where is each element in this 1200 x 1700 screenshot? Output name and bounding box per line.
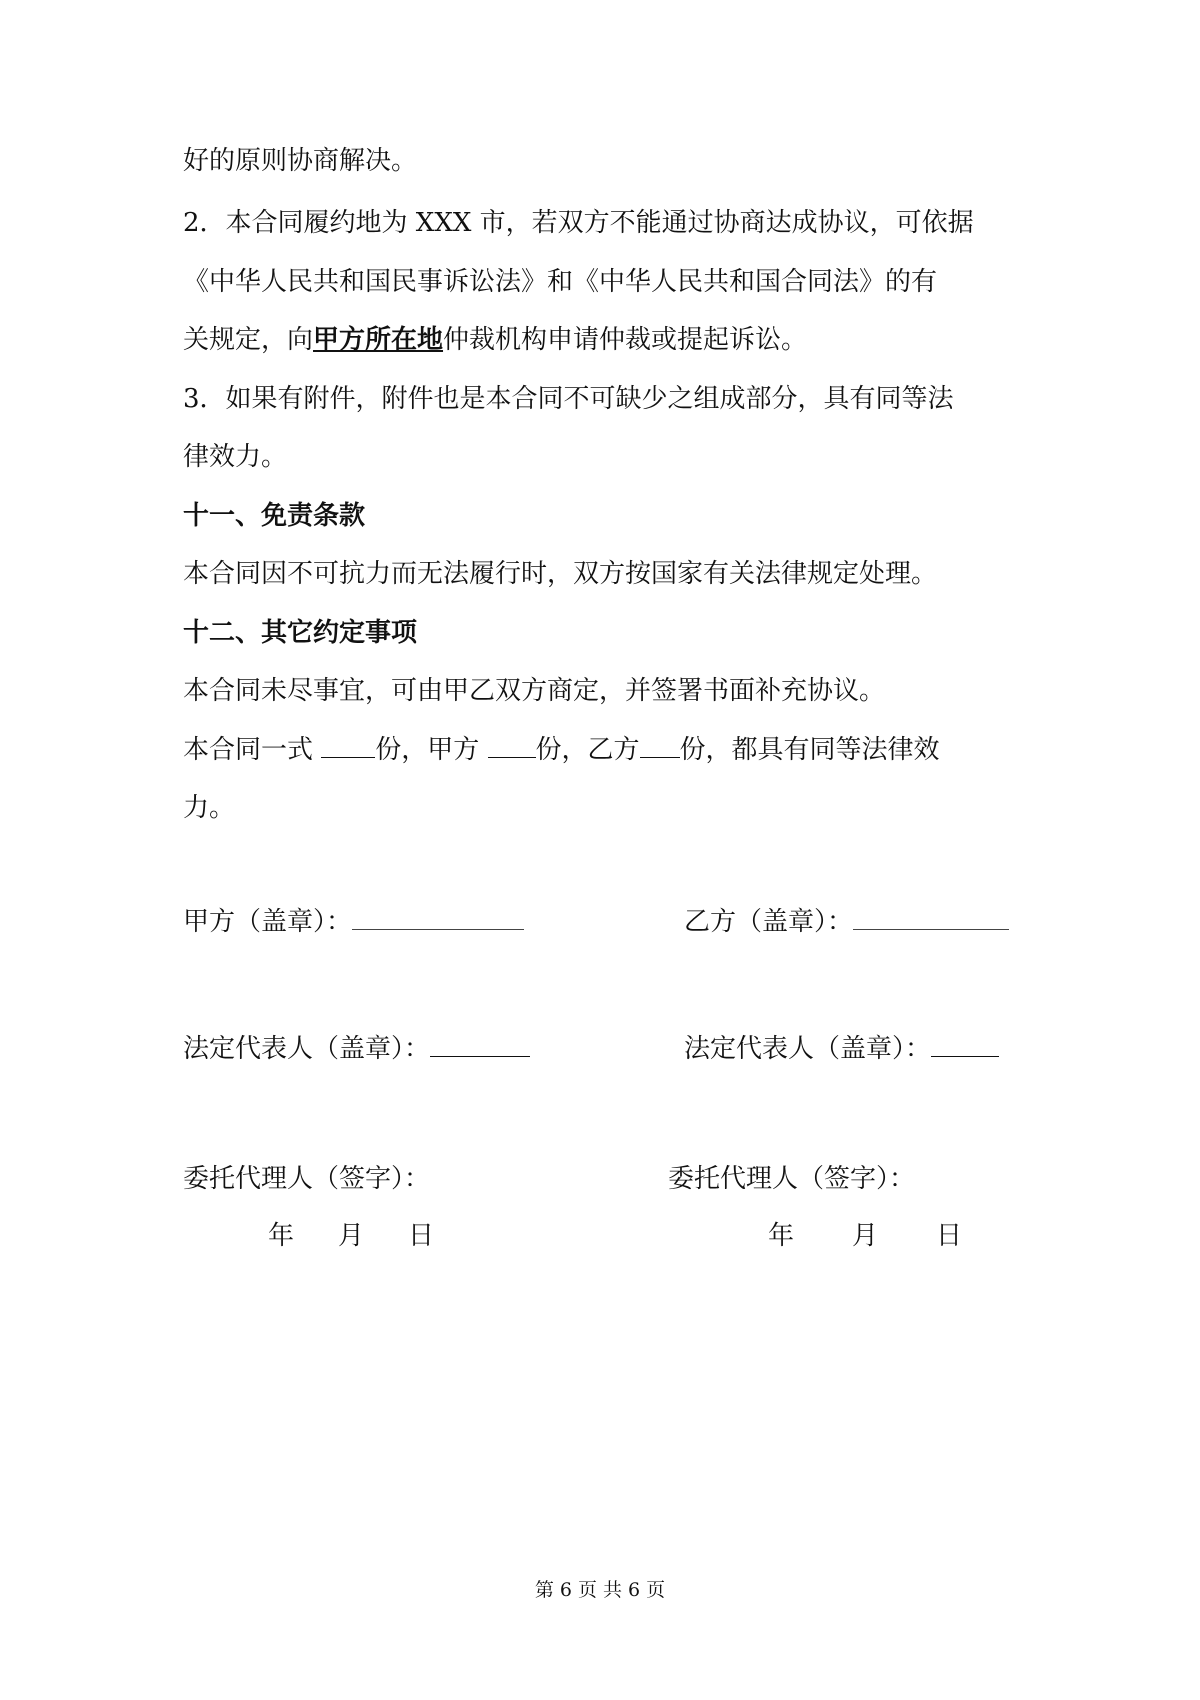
text-segment: 份，甲方 [375, 735, 488, 765]
day-label: 日 [408, 1221, 435, 1251]
rep-a-label: 法定代表人（盖章）： [183, 1034, 431, 1064]
paragraph-line: 2．本合同履约地为 XXX 市，若双方不能通过协商达成协议，可依据 [183, 208, 974, 238]
rep-b-blank[interactable] [931, 1034, 999, 1057]
party-b-seal-blank[interactable] [853, 907, 1009, 930]
agent-b-label: 委托代理人（签字）： [668, 1164, 916, 1194]
month-label: 月 [338, 1221, 365, 1251]
paragraph-line [183, 733, 940, 767]
rep-b-line [684, 1032, 999, 1066]
party-a-seal-label: 甲方（盖章）： [183, 907, 353, 937]
paragraph-line: 力。 [183, 793, 236, 823]
date-b [768, 1219, 962, 1253]
text-segment: 关规定，向 [183, 325, 314, 355]
paragraph-line: 《中华人民共和国民事诉讼法》和《中华人民共和国合同法》的有 [183, 267, 938, 297]
paragraph-line: 3．如果有附件，附件也是本合同不可缺少之组成部分，具有同等法 [183, 384, 954, 414]
party-a-seal-line [183, 905, 524, 939]
rep-a-blank[interactable] [430, 1034, 530, 1057]
text-segment: 份，乙方 [535, 735, 640, 765]
month-label: 月 [852, 1221, 879, 1251]
paragraph-line: 本合同未尽事宜，可由甲乙双方商定，并签署书面补充协议。 [183, 676, 886, 706]
party-a-seal-blank[interactable] [352, 907, 524, 930]
day-label: 日 [936, 1221, 963, 1251]
text-segment: 本合同一式 [183, 735, 322, 765]
section-heading: 十二、其它约定事项 [183, 618, 418, 648]
paragraph-line: 好的原则协商解决。 [183, 146, 418, 176]
rep-b-label: 法定代表人（盖章）： [684, 1034, 932, 1064]
emphasized-text: 甲方所在地 [313, 325, 444, 355]
text-segment: 仲裁机构申请仲裁或提起诉讼。 [443, 325, 808, 355]
page-number: 第 6 页 共 6 页 [534, 1579, 666, 1601]
party-b-seal-label: 乙方（盖章）： [684, 907, 854, 937]
date-a [268, 1219, 434, 1253]
year-label: 年 [768, 1221, 795, 1251]
copies-party-b-blank[interactable] [640, 735, 680, 758]
copies-total-blank[interactable] [321, 735, 375, 758]
rep-a-line [183, 1032, 530, 1066]
year-label: 年 [268, 1221, 295, 1251]
text-segment: 份，都具有同等法律效 [679, 735, 940, 765]
party-b-seal-line [684, 905, 1009, 939]
paragraph-line [183, 323, 807, 357]
copies-party-a-blank[interactable] [488, 735, 536, 758]
paragraph-line: 本合同因不可抗力而无法履行时，双方按国家有关法律规定处理。 [183, 559, 938, 589]
paragraph-line: 律效力。 [183, 442, 288, 472]
section-heading: 十一、免责条款 [183, 501, 366, 531]
agent-a-label: 委托代理人（签字）： [183, 1164, 431, 1194]
